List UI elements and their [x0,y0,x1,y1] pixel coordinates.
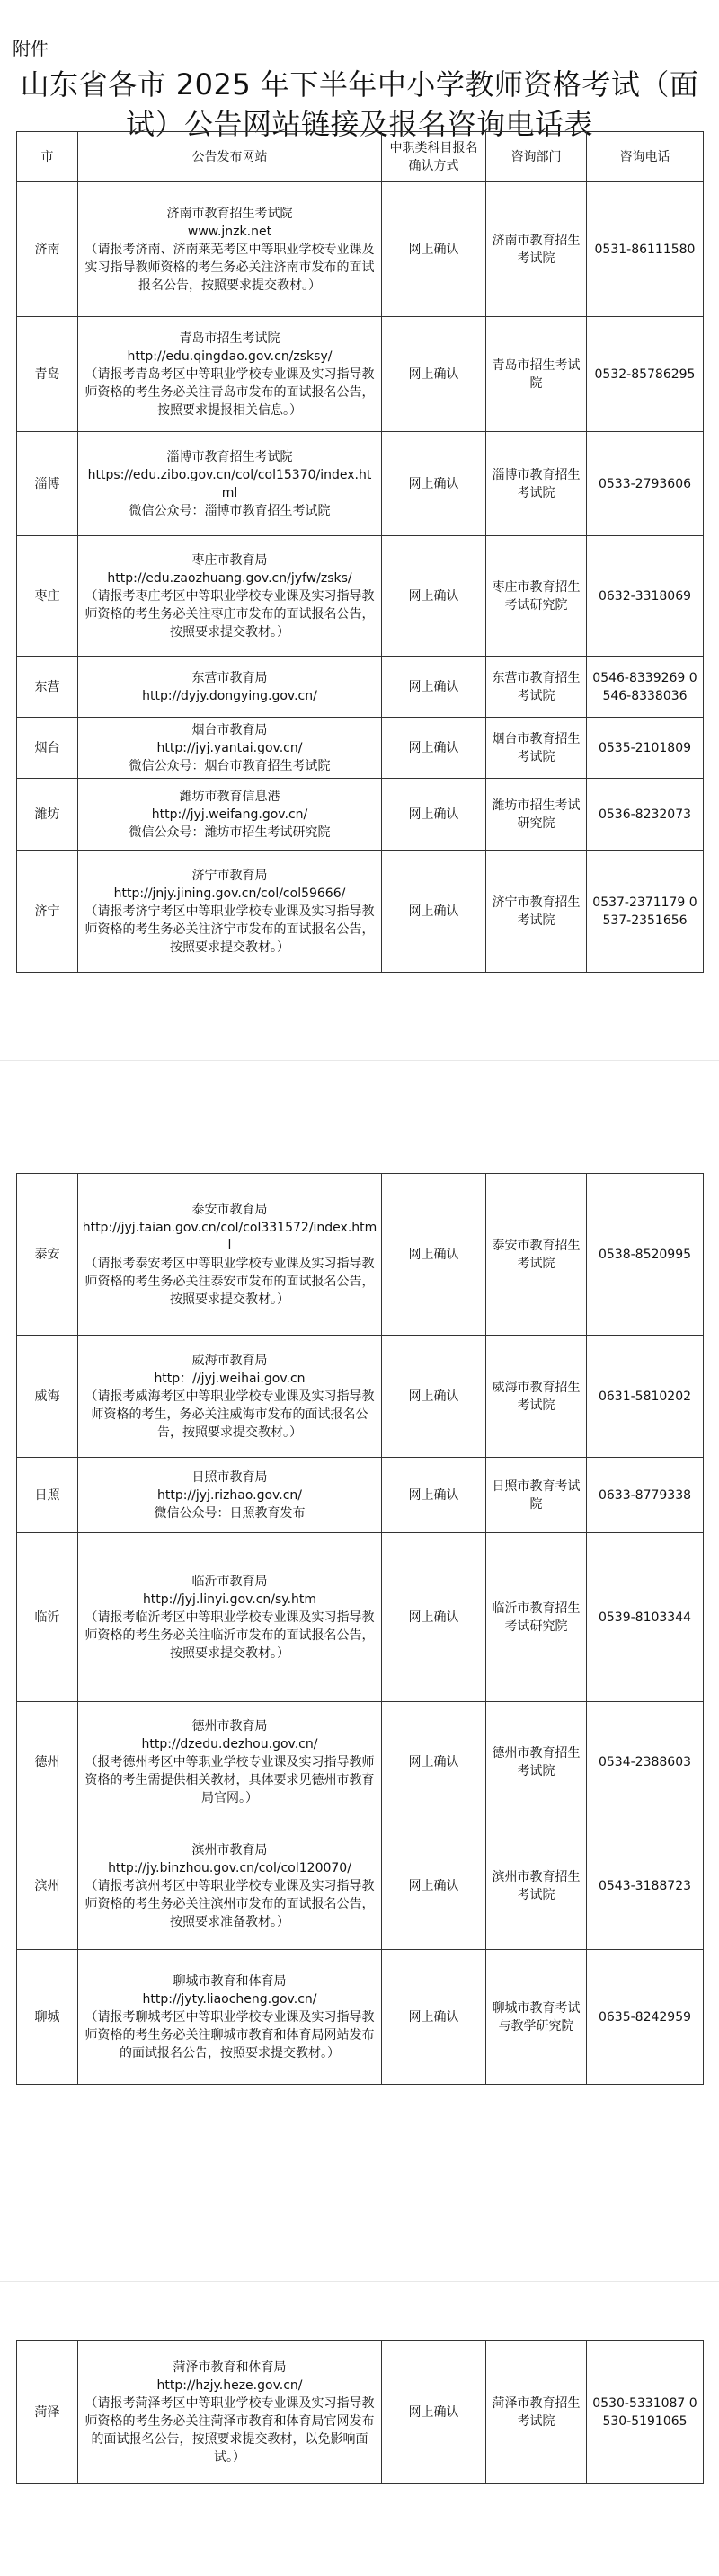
attachment-label: 附件 [13,38,49,59]
website-line: 聊城市教育和体育局 [173,1973,287,1989]
website-line: 东营市教育局 [191,670,268,685]
header-confirm-mode: 中职类科目报名确认方式 [382,132,486,182]
city-cell: 日照 [17,1458,78,1533]
confirm-mode-cell: 网上确认 [382,317,486,432]
website-cell [78,1458,382,1533]
city-cell: 济南 [17,182,78,317]
city-cell: 泰安 [17,1174,78,1336]
department-cell: 日照市教育考试院 [486,1458,587,1533]
table-row [17,851,704,973]
confirm-mode-cell: 网上确认 [382,1174,486,1336]
website-link[interactable]: http://edu.zaozhuang.gov.cn/jyfw/zsks/ [107,570,352,586]
website-link[interactable]: http://jy.binzhou.gov.cn/col/col120070/ [108,1860,351,1875]
confirm-mode-cell: 网上确认 [382,851,486,973]
website-link[interactable]: https://edu.zibo.gov.cn/col/col15370/index.html [87,467,372,500]
header-phone: 咨询电话 [587,132,704,182]
department-cell: 滨州市教育招生考试院 [486,1822,587,1950]
website-line: 微信公众号：日照教育发布 [154,1505,306,1521]
city-cell: 济宁 [17,851,78,973]
table-row [17,657,704,718]
city-cell: 淄博 [17,432,78,536]
website-cell [78,1822,382,1950]
website-line: 泰安市教育局 [191,1202,268,1217]
city-cell: 德州 [17,1702,78,1822]
contact-table-page-2 [16,1173,704,2085]
website-cell [78,432,382,536]
website-line: 青岛市招生考试院 [179,331,280,346]
table-row [17,1336,704,1458]
website-link[interactable]: http://edu.qingdao.gov.cn/zsksy/ [127,348,333,364]
website-link[interactable]: http://jyj.yantai.gov.cn/ [156,740,303,755]
page-divider [0,1060,719,1061]
website-cell [78,1336,382,1458]
confirm-mode-cell: 网上确认 [382,1822,486,1950]
website-cell [78,779,382,851]
city-cell: 青岛 [17,317,78,432]
header-department: 咨询部门 [486,132,587,182]
website-cell [78,657,382,718]
department-cell: 潍坊市招生考试研究院 [486,779,587,851]
website-line: 微信公众号：潍坊市招生考试研究院 [129,825,331,840]
department-cell: 东营市教育招生考试院 [486,657,587,718]
website-note: （请报考泰安考区中等职业学校专业课及实习指导教师资格的考生务必关注泰安市发布的面试报名公告，按照要求提交教材。） [84,1256,375,1307]
page-title: 山东省各市 2025 年下半年中小学教师资格考试（面试）公告网站链接及报名咨询电话表 [20,67,699,141]
confirm-mode-cell: 网上确认 [382,432,486,536]
table-row [17,1533,704,1702]
website-line: 菏泽市教育和体育局 [173,2360,287,2375]
website-line: 日照市教育局 [191,1469,268,1485]
website-line: 德州市教育局 [191,1718,268,1734]
phone-cell: 0543-3188723 [587,1822,704,1950]
website-line: 淄博市教育招生考试院 [166,449,293,464]
table-row [17,1174,704,1336]
website-note: （请报考枣庄考区中等职业学校专业课及实习指导教师资格的考生务必关注枣庄市发布的面试报名公告，按照要求提交教材。） [84,588,375,640]
city-cell: 临沂 [17,1533,78,1702]
phone-cell: 0546-8339269 0546-8338036 [587,657,704,718]
website-note: （请报考滨州考区中等职业学校专业课及实习指导教师资格的考生务必关注滨州市发布的面试报名公告，按照要求准备教材。） [84,1878,375,1929]
website-line: 微信公众号：淄博市教育招生考试院 [129,503,331,518]
phone-cell: 0532-85786295 [587,317,704,432]
website-cell [78,1533,382,1702]
website-note: （请报考聊城考区中等职业学校专业课及实习指导教师资格的考生务必关注聊城市教育和体育局网站发布的面试报名公告，按照要求提交教材。） [84,2009,375,2060]
website-cell [78,851,382,973]
confirm-mode-cell: 网上确认 [382,2341,486,2484]
department-cell: 菏泽市教育招生考试院 [486,2341,587,2484]
website-link[interactable]: http://jnjy.jining.gov.cn/col/col59666/ [113,886,346,901]
city-cell: 菏泽 [17,2341,78,2484]
department-cell: 烟台市教育招生考试院 [486,718,587,779]
city-cell: 滨州 [17,1822,78,1950]
department-cell: 淄博市教育招生考试院 [486,432,587,536]
website-cell [78,2341,382,2484]
table-header-row [17,132,704,182]
website-cell [78,1702,382,1822]
website-line: 微信公众号：烟台市教育招生考试院 [129,758,331,773]
table-row [17,2341,704,2484]
department-cell: 临沂市教育招生考试研究院 [486,1533,587,1702]
website-note: （请报考青岛考区中等职业学校专业课及实习指导教师资格的考生务必关注青岛市发布的面试报名公告，按照要求提报相关信息。） [84,366,375,418]
confirm-mode-cell: 网上确认 [382,718,486,779]
city-cell: 潍坊 [17,779,78,851]
phone-cell: 0536-8232073 [587,779,704,851]
website-cell [78,536,382,657]
phone-cell: 0631-5810202 [587,1336,704,1458]
phone-cell: 0531-86111580 [587,182,704,317]
page-divider [0,2281,719,2282]
department-cell: 枣庄市教育招生考试研究院 [486,536,587,657]
phone-cell: 0632-3318069 [587,536,704,657]
website-note: （请报考济宁考区中等职业学校专业课及实习指导教师资格的考生务必关注济宁市发布的面试报名公告，按照要求提交教材。） [84,904,375,955]
city-cell: 枣庄 [17,536,78,657]
confirm-mode-cell: 网上确认 [382,1336,486,1458]
website-cell [78,317,382,432]
table-row [17,1950,704,2085]
confirm-mode-cell: 网上确认 [382,1950,486,2085]
website-link[interactable]: http：//jyj.weihai.gov.cn [154,1371,306,1386]
confirm-mode-cell: 网上确认 [382,1702,486,1822]
phone-cell: 0533-2793606 [587,432,704,536]
department-cell: 威海市教育招生考试院 [486,1336,587,1458]
website-link[interactable]: www.jnzk.net [187,224,272,239]
department-cell: 德州市教育招生考试院 [486,1702,587,1822]
website-cell [78,1950,382,2085]
table-row [17,1702,704,1822]
phone-cell: 0535-2101809 [587,718,704,779]
table-row [17,779,704,851]
phone-cell: 0537-2371179 0537-2351656 [587,851,704,973]
phone-cell: 0538-8520995 [587,1174,704,1336]
department-cell: 济南市教育招生考试院 [486,182,587,317]
phone-cell: 0530-5331087 0530-5191065 [587,2341,704,2484]
department-cell: 青岛市招生考试院 [486,317,587,432]
confirm-mode-cell: 网上确认 [382,779,486,851]
confirm-mode-cell: 网上确认 [382,536,486,657]
city-cell: 东营 [17,657,78,718]
table-row [17,536,704,657]
website-link[interactable]: http://jyty.liaocheng.gov.cn/ [142,1991,317,2007]
website-cell [78,718,382,779]
website-line: 枣庄市教育局 [191,552,268,568]
department-cell: 聊城市教育考试与教学研究院 [486,1950,587,2085]
phone-cell: 0633-8779338 [587,1458,704,1533]
city-cell: 聊城 [17,1950,78,2085]
contact-table-page-1 [16,131,704,973]
table-row [17,1458,704,1533]
website-line: 济南市教育招生考试院 [166,206,293,221]
header-city: 市 [17,132,78,182]
website-line: 烟台市教育局 [191,722,268,737]
phone-cell: 0635-8242959 [587,1950,704,2085]
confirm-mode-cell: 网上确认 [382,182,486,317]
website-link[interactable]: http://jyj.linyi.gov.cn/sy.htm [142,1592,317,1607]
confirm-mode-cell: 网上确认 [382,1458,486,1533]
city-cell: 威海 [17,1336,78,1458]
contact-table-page-3 [16,2340,704,2484]
website-note: （请报考济南、济南莱芜考区中等职业学校专业课及实习指导教师资格的考生务必关注济南市发布的面试报名公告，按照要求提交教材。） [84,242,375,293]
table-row [17,1822,704,1950]
department-cell: 泰安市教育招生考试院 [486,1174,587,1336]
table-row [17,432,704,536]
website-line: 潍坊市教育信息港 [179,789,280,804]
phone-cell: 0534-2388603 [587,1702,704,1822]
website-note: （请报考菏泽考区中等职业学校专业课及实习指导教师资格的考生务必关注菏泽市教育和体育局官网发布的面试报名公告，按照要求提交教材，以免影响面试。） [84,2395,375,2465]
website-note: （请报考威海考区中等职业学校专业课及实习指导教师资格的考生，务必关注威海市发布的面试报名公告，按照要求提交教材。） [84,1389,375,1440]
table-row [17,317,704,432]
website-line: 临沂市教育局 [191,1574,268,1589]
department-cell: 济宁市教育招生考试院 [486,851,587,973]
website-link[interactable]: http://hzjy.heze.gov.cn/ [156,2378,303,2393]
website-link[interactable]: http://jyj.weifang.gov.cn/ [151,807,308,822]
website-cell [78,1174,382,1336]
city-cell: 烟台 [17,718,78,779]
website-link[interactable]: http://dyjy.dongying.gov.cn/ [142,688,317,703]
website-line: 威海市教育局 [191,1353,268,1368]
website-link[interactable]: http://jyj.rizhao.gov.cn/ [156,1487,302,1503]
table-row [17,182,704,317]
phone-cell: 0539-8103344 [587,1533,704,1702]
header-website: 公告发布网站 [78,132,382,182]
website-line: 济宁市教育局 [191,868,268,883]
website-link[interactable]: http://jyj.taian.gov.cn/col/col331572/index.html [82,1220,377,1253]
confirm-mode-cell: 网上确认 [382,657,486,718]
table-row [17,718,704,779]
website-cell [78,182,382,317]
website-link[interactable]: http://dzedu.dezhou.gov.cn/ [141,1736,318,1751]
website-note: （报考德州考区中等职业学校专业课及实习指导教师资格的考生需提供相关教材，具体要求见德州市教育局官网。） [84,1754,375,1805]
website-note: （请报考临沂考区中等职业学校专业课及实习指导教师资格的考生务必关注临沂市发布的面试报名公告，按照要求提交教材。） [84,1610,375,1661]
confirm-mode-cell: 网上确认 [382,1533,486,1702]
website-line: 滨州市教育局 [191,1842,268,1857]
